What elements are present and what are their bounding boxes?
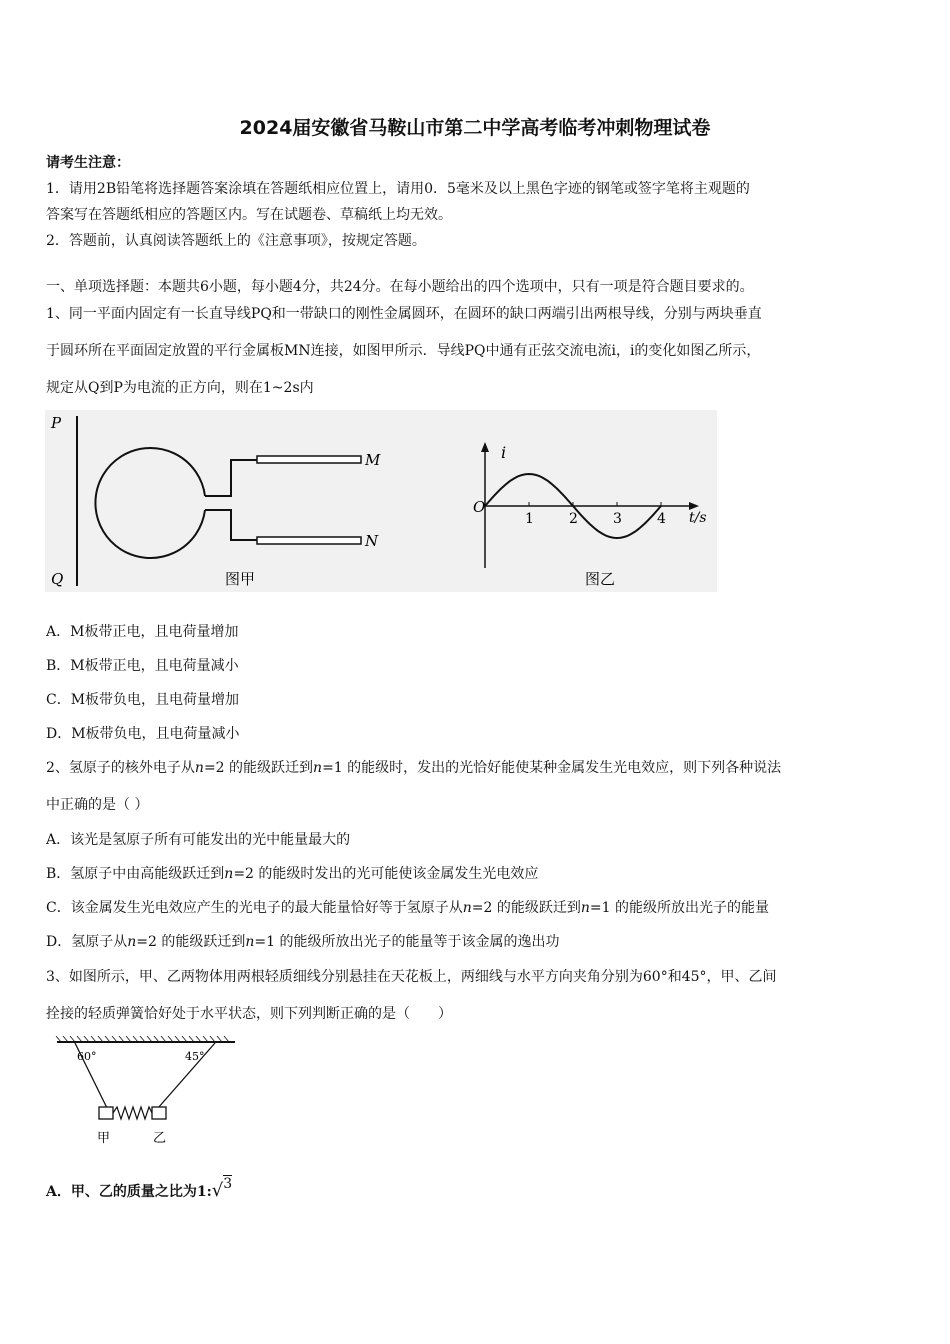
q2-option-c: [46, 897, 769, 917]
label-yi: 乙: [153, 1131, 167, 1146]
angle-45: 45°: [185, 1050, 205, 1063]
q1-option-a: A．M板带正电，且电荷量增加: [46, 624, 239, 640]
sqrt-radicand: 3: [223, 1176, 233, 1192]
q2-option-c-post: =1 的能级所放出光子的能量: [589, 900, 769, 916]
q2-option-d-pre: D．氢原子从: [46, 934, 128, 950]
label-axis-t: t/s: [689, 510, 707, 526]
block-yi: [152, 1107, 166, 1119]
q1-option-d: D．M板带负电，且电荷量减小: [46, 726, 240, 742]
q2-n-symbol: n: [127, 934, 137, 950]
q1-line-3: 规定从Q到P为电流的正方向，则在1~2s内: [46, 380, 314, 396]
q2-line-2: 中正确的是（ ）: [46, 797, 149, 813]
q2-n-symbol: n: [194, 760, 204, 776]
notice-item-1-line-2: 答案写在答题纸相应的答题区内。写在试题卷、草稿纸上均无效。: [46, 207, 452, 223]
label-axis-i: i: [501, 443, 507, 462]
page-title: 2024届安徽省马鞍山市第二中学高考临考冲刺物理试卷: [239, 117, 711, 139]
q2-option-d-post: =1 的能级所放出光子的能量等于该金属的逸出功: [254, 934, 560, 950]
q2-option-b: [46, 863, 538, 883]
q3-line-2: 拴接的轻质弹簧恰好处于水平状态，则下列判断正确的是（ ）: [46, 1006, 452, 1022]
q1-line-2: 于圆环所在平面固定放置的平行金属板MN连接，如图甲所示．导线PQ中通有正弦交流电流i，i的变化如图乙所示，: [46, 343, 761, 359]
q2-n-symbol: n: [313, 760, 323, 776]
block-jia: [99, 1107, 113, 1119]
label-n: N: [365, 532, 379, 550]
q2-option-a: A．该光是氢原子所有可能发出的光中能量最大的: [46, 832, 351, 848]
notice-item-1-line-1: 1．请用2B铅笔将选择题答案涂填在答题纸相应位置上，请用0．5毫米及以上黑色字迹的钢笔或签字笔将主观题的: [46, 181, 750, 197]
q2-option-c-pre: C．该金属发生光电效应产生的光电子的最大能量恰好等于氢原子从: [46, 900, 463, 916]
q2-line-1-mid-1: =2 的能级跃迁到: [203, 760, 314, 776]
q2-n-symbol: n: [462, 900, 472, 916]
q2-line-1: [46, 757, 781, 777]
q2-n-symbol: n: [245, 934, 255, 950]
q2-line-1-mid-2: =1 的能级时，发出的光恰好能使某种金属发生光电效应，则下列各种说法: [322, 760, 782, 776]
caption-fig-b: 图乙: [585, 570, 616, 588]
plate-n: [257, 537, 361, 544]
q1-figure: [45, 410, 717, 592]
spring: [113, 1107, 152, 1119]
section-1-heading: 一、单项选择题：本题共6小题，每小题4分，共24分。在每小题给出的四个选项中，只有一项是符合题目要求的。: [46, 279, 754, 295]
q2-option-d-mid: =2 的能级跃迁到: [136, 934, 246, 950]
plate-m: [257, 456, 361, 463]
q1-option-c: C．M板带负电，且电荷量增加: [46, 692, 240, 708]
label-q: Q: [51, 570, 64, 588]
q2-option-c-mid: =2 的能级跃迁到: [471, 900, 581, 916]
angle-60: 60°: [77, 1050, 97, 1063]
tick-label: 1: [525, 511, 534, 527]
tick-label: 4: [657, 511, 666, 527]
caption-fig-a: 图甲: [225, 570, 256, 588]
label-m: M: [365, 451, 381, 469]
label-p: P: [51, 414, 62, 432]
q3-line-1: 3、如图所示，甲、乙两物体用两根轻质细线分别悬挂在天花板上，两细线与水平方向夹角分别为60°和45°，甲、乙间: [46, 969, 777, 985]
q2-option-b-post: =2 的能级时发出的光可能使该金属发生光电效应: [233, 866, 539, 882]
q2-n-symbol: n: [580, 900, 590, 916]
q2-n-symbol: n: [224, 866, 234, 882]
sqrt-sign: √: [211, 1180, 224, 1201]
q1-option-b: B．M板带正电，且电荷量减小: [46, 658, 239, 674]
q2-option-b-pre: B．氢原子中由高能级跃迁到: [46, 866, 225, 882]
label-origin: O: [473, 498, 486, 516]
q2-line-1-pre: 2、氢原子的核外电子从: [46, 760, 195, 776]
label-jia: 甲: [97, 1131, 111, 1146]
q2-option-d: [46, 931, 559, 951]
notice-heading: 请考生注意：: [46, 155, 130, 171]
notice-item-2: 2．答题前，认真阅读答题纸上的《注意事项》，按规定答题。: [46, 233, 426, 249]
figure-background: [45, 410, 717, 592]
q1-line-1: 1、同一平面内固定有一长直导线PQ和一带缺口的刚性金属圆环，在圆环的缺口两端引出两根导线，分别与两块垂直: [46, 306, 762, 322]
q3-option-a: [46, 1176, 233, 1201]
q3-figure: [55, 1036, 240, 1148]
tick-label: 3: [613, 511, 622, 527]
tick-label: 2: [569, 511, 578, 527]
q3-option-a-text: A．甲、乙的质量之比为1:: [46, 1184, 212, 1200]
